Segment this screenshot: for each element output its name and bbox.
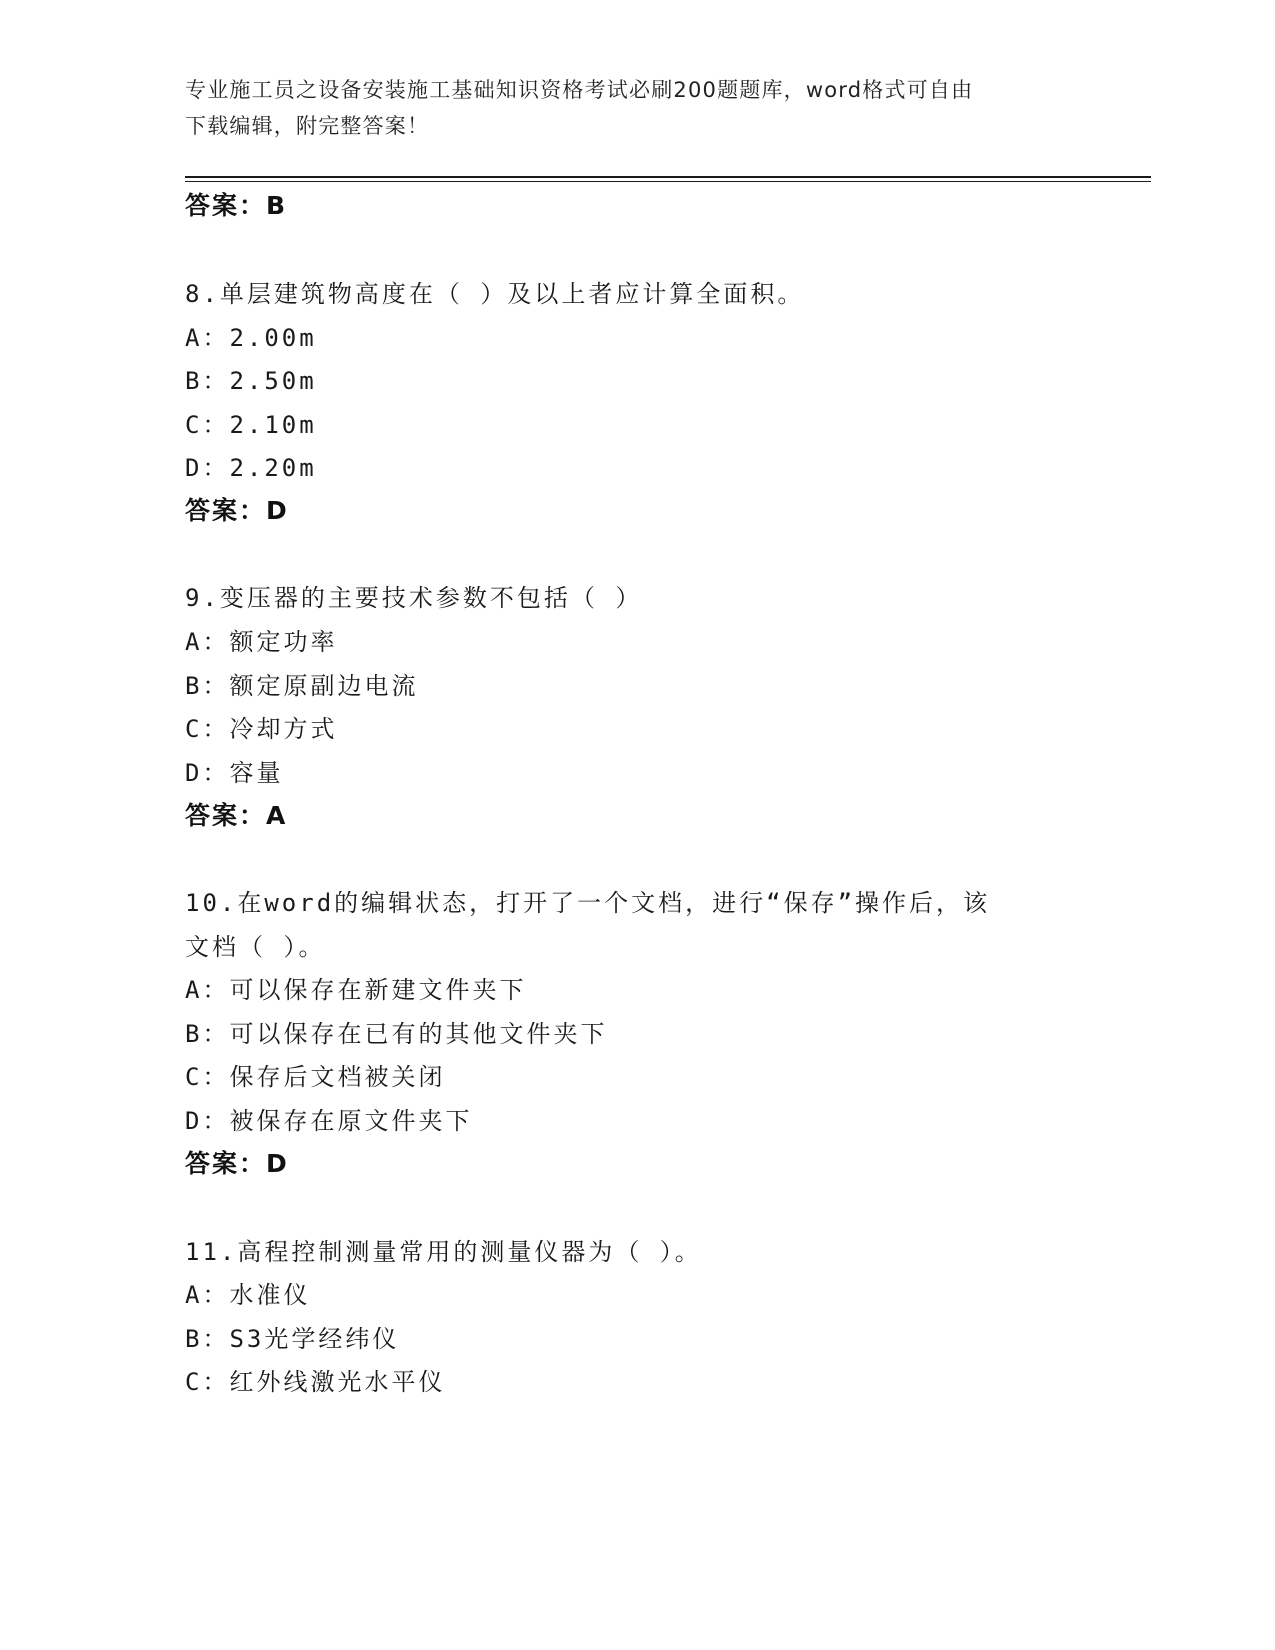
- question-9-option-a: A：额定功率: [185, 628, 338, 656]
- question-10-option-b: B：可以保存在已有的其他文件夹下: [185, 1020, 608, 1048]
- document-header: [185, 72, 1065, 144]
- header-title-line-1: 专业施工员之设备安装施工基础知识资格考试必刷200题题库，word格式可自由: [185, 78, 974, 102]
- header-title-line-2: 下载编辑，附完整答案！: [185, 114, 430, 138]
- question-10-text-line-1: 10.在word的编辑状态，打开了一个文档，进行“保存”操作后，该: [185, 889, 991, 917]
- question-9-answer: 答案：A: [185, 801, 288, 830]
- question-9-text: 9.变压器的主要技术参数不包括（ ）: [185, 584, 643, 612]
- question-8-option-a: A：2.00m: [185, 324, 317, 352]
- question-8-option-b: B：2.50m: [185, 367, 317, 395]
- question-10-text-line-2: 文档（ ）。: [185, 933, 326, 961]
- question-9-option-c: C：冷却方式: [185, 715, 338, 743]
- question-10-option-d: D：被保存在原文件夹下: [185, 1107, 473, 1135]
- question-10-answer: 答案：D: [185, 1149, 289, 1178]
- question-11-text: 11.高程控制测量常用的测量仪器为（ ）。: [185, 1238, 702, 1266]
- question-10-option-a: A：可以保存在新建文件夹下: [185, 976, 527, 1004]
- question-8-option-d: D：2.20m: [185, 454, 317, 482]
- question-11-option-c: C：红外线激光水平仪: [185, 1368, 446, 1396]
- question-8-option-c: C：2.10m: [185, 411, 317, 439]
- question-11-option-b: B：S3光学经纬仪: [185, 1325, 400, 1353]
- header-divider-thin: [185, 181, 1151, 182]
- question-11-option-a: A：水准仪: [185, 1281, 311, 1309]
- question-9-option-b: B：额定原副边电流: [185, 672, 419, 700]
- question-8-text: 8.单层建筑物高度在（ ）及以上者应计算全面积。: [185, 280, 805, 308]
- question-9-option-d: D：容量: [185, 759, 284, 787]
- header-divider-thick: [185, 176, 1151, 178]
- previous-answer: 答案：B: [185, 191, 288, 220]
- question-8-answer: 答案：D: [185, 496, 289, 525]
- question-10-option-c: C：保存后文档被关闭: [185, 1063, 446, 1091]
